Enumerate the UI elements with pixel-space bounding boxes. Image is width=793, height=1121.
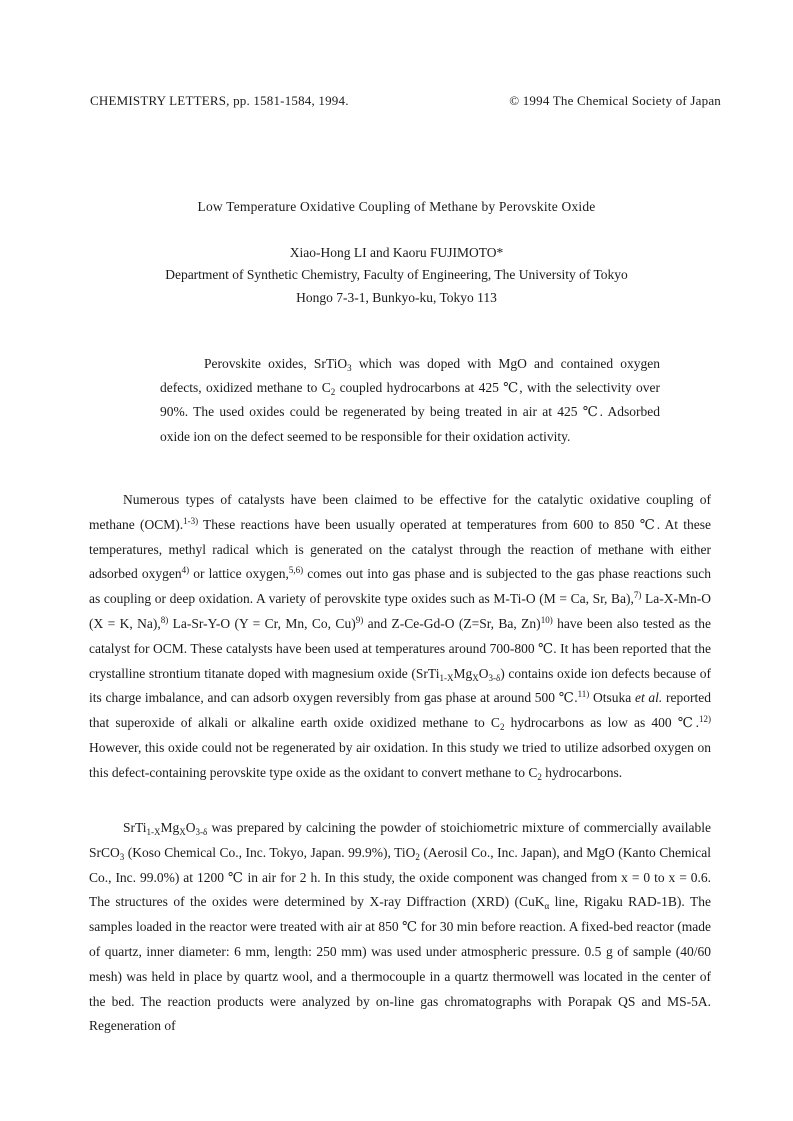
- citation-ref: 5,6): [288, 565, 304, 576]
- affiliation-line-2: Hongo 7-3-1, Bunkyo-ku, Tokyo 113: [296, 290, 497, 305]
- citation-ref: 9): [355, 614, 364, 625]
- body-paragraph-2: $SrTi_{1-X}Mg_XO_{3-\delta}$ was prepared by calcining the powder of stoichiometric mixture of commercially available SrCO$_3$ (Koso Chemical Co., Inc. Tokyo, Japan. 99.9%), TiO$_2$ (Aerosil Co., Inc. Japan), and MgO (Kanto Chemical Co., Inc. 99.0%) at 1200 ℃ in air for 2 h. In this study, the oxide component was changed from x = 0 to x = 0.6. The structures of the oxides were determined by X-ray Diffraction (XRD) (CuK$_\alpha$ line, Rigaku RAD-1B). The samples loaded in the reactor were treated with air at 850 ℃ for 30 min before reaction. A fixed-bed reactor (made of quartz, inner diameter: 6 mm, length: 250 mm) was used under atmospheric pressure. 0.5 g of sample (40/60 mesh) was held in place by quartz wool, and a thermocouple in a quartz thermowell was located in the center of the bed. The reaction products were analyzed by on-line gas chromatographs with Porapak QS and MS-5A. Regeneration of: [89, 820, 711, 1034]
- citation-ref: 8): [160, 614, 169, 625]
- citation-ref: 7): [633, 590, 642, 601]
- citation-ref: 1-3): [183, 515, 199, 526]
- citation-ref: 12): [699, 714, 711, 725]
- citation-ref: 10): [540, 614, 553, 625]
- body-paragraph-1: Numerous types of catalysts have been claimed to be effective for the catalytic oxidative coupling of methane (OCM).$^{1-3)}$ These reactions have been usually operated at temperatures from 600 to 850 ℃. At these temperatures, methyl radical which is generated on the catalyst through the reaction of methane with either adsorbed oxygen$^{4)}$ or lattice oxygen,$^{5,6)}$ comes out into gas phase and is subjected to the gas phase reactions such as coupling or deep oxidation. A variety of perovskite type oxides such as M-Ti-O (M = Ca, Sr, Ba),$^{7)}$ La-X-Mn-O (X = K, Na),$^{8)}$ La-Sr-Y-O (Y = Cr, Mn, Co, Cu)$^{9)}$ and Z-Ce-Gd-O (Z=Sr, Ba, Zn)$^{10)}$ have been also tested as the catalyst for OCM. These catalysts have been used at temperatures around 700-800 ℃. It has been reported that the crystalline strontium titanate doped with magnesium oxide $(SrTi_{1-X}Mg_XO_{3-\delta})$ contains oxide ion defects because of its charge imbalance, and can adsorb oxygen reversibly from gas phase at around 500 ℃.$^{11)}$ Otsuka et al. reported that superoxide of alkali or alkaline earth oxide oxidized methane to $C_2$ hydrocarbons as low as 400 ℃.$^{12)}$ However, this oxide could not be regenerated by air oxidation. In this study we tried to utilize adsorbed oxygen on this defect-containing perovskite type oxide as the oxidant to convert methane to $C_2$ hydrocarbons.: [89, 492, 712, 782]
- affiliation-line-1: Department of Synthetic Chemistry, Faculty of Engineering, The University of Tokyo: [165, 267, 628, 282]
- citation-ref: 11): [577, 689, 590, 700]
- article-title: Low Temperature Oxidative Coupling of Methane by Perovskite Oxide: [197, 199, 596, 214]
- copyright-notice: © 1994 The Chemical Society of Japan: [509, 93, 721, 108]
- citation-ref: 4): [181, 565, 190, 576]
- abstract: Perovskite oxides, SrTiO$_3$ which was doped with MgO and contained oxygen defects, oxidized methane to $C_2$ coupled hydrocarbons at 425 ℃, with the selectivity over 90%. The used oxides could be regenerated by being treated in air at 425 ℃. Adsorbed oxide ion on the defect seemed to be responsible for their oxidation activity.: [160, 356, 660, 444]
- journal-citation: CHEMISTRY LETTERS, pp. 1581-1584, 1994.: [90, 93, 349, 108]
- article-authors: Xiao-Hong LI and Kaoru FUJIMOTO*: [289, 245, 504, 260]
